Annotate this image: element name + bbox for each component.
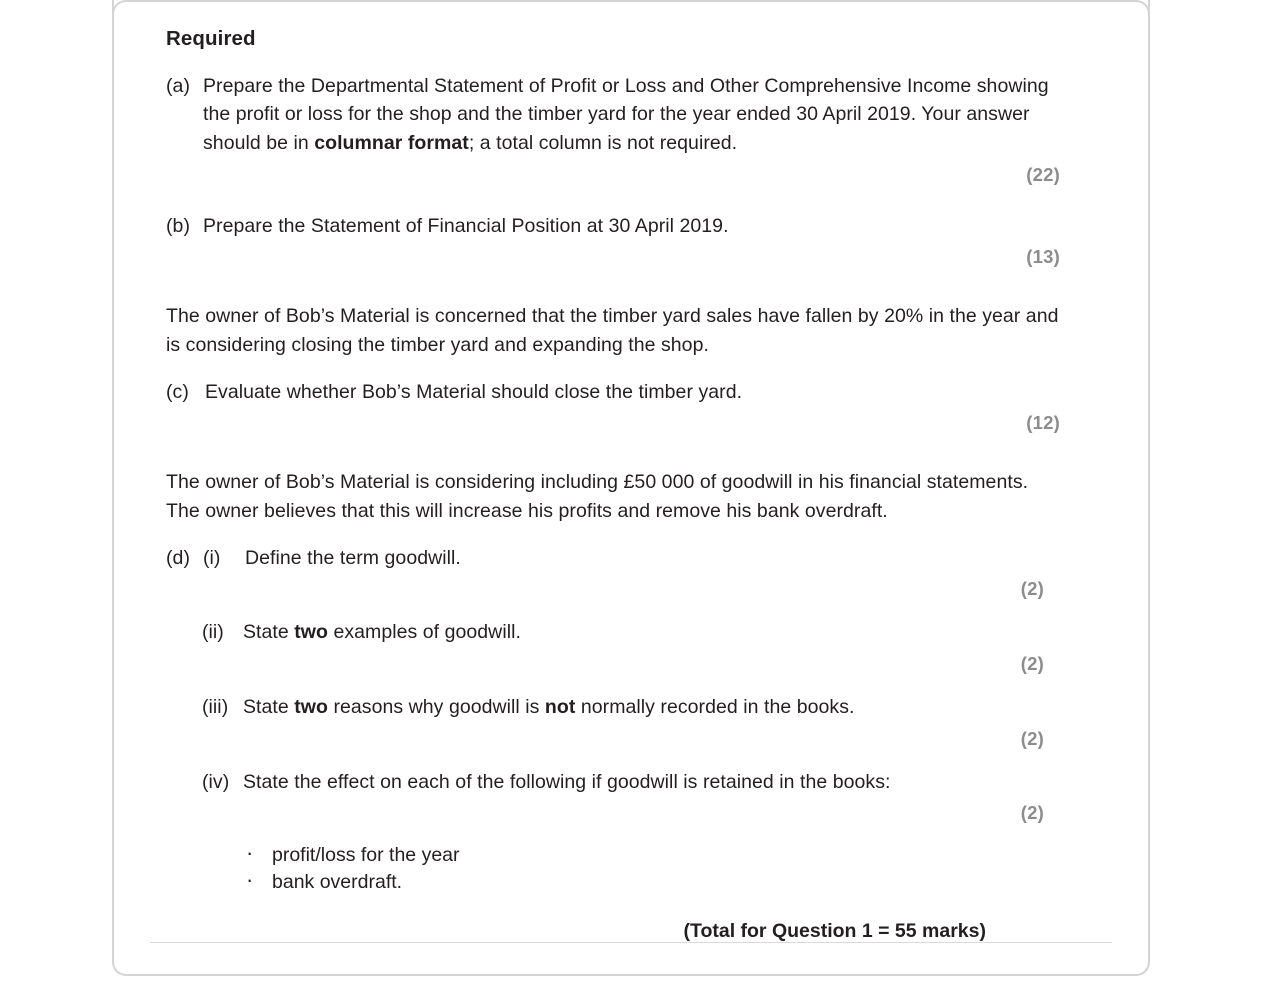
part-d-iii-text-2: reasons why goodwill is: [327, 695, 545, 718]
part-a-text-2: ; a total column is not required.: [468, 131, 738, 154]
part-c-text: Evaluate whether Bob’s Material should close the timber yard.: [205, 380, 743, 403]
question-part-c: [166, 378, 1066, 435]
question-part-a: [166, 72, 1066, 186]
part-d-iii-bold-2: not: [544, 695, 576, 718]
part-d-i-label: (i): [203, 546, 221, 569]
question-part-d: [166, 544, 1066, 896]
page-title: Required: [166, 27, 256, 50]
part-d-ii-label: (ii): [202, 621, 224, 644]
list-item: · bank overdraft.: [240, 869, 1066, 896]
part-a-bold-1: columnar format: [314, 131, 469, 154]
part-a-text: [203, 72, 1066, 158]
part-b-marks: (13): [1026, 246, 1060, 268]
part-d-ii-text: [243, 618, 1066, 647]
part-b-label: (b): [166, 214, 190, 237]
part-a-marks: (22): [1026, 163, 1060, 185]
question-content: [166, 26, 1066, 943]
exam-page: [112, 0, 1150, 976]
part-d-ii-marks: (2): [1020, 652, 1044, 674]
part-d-iv-marks: (2): [1020, 802, 1044, 824]
part-b-text: Prepare the Statement of Financial Position at 30 April 2019.: [203, 214, 729, 237]
part-d-iii-text-1: State: [243, 695, 295, 718]
question-part-b: [166, 212, 1066, 269]
part-d-iii-text: [243, 693, 1066, 722]
part-d-iv-text: State the effect on each of the following if goodwill is retained in the books:: [243, 770, 891, 793]
part-d-ii-text-2: examples of goodwill.: [327, 621, 521, 644]
goodwill-effects-list: [166, 842, 1066, 896]
footer-divider: [150, 942, 1112, 943]
part-a-text-1: Prepare the Departmental Statement of Profit or Loss and Other Comprehensive Income showing the profit or loss for the shop and the timber yard for the year ended 30 April 2019. Your answer should be in: [203, 74, 1049, 154]
part-d-iii-label: (iii): [202, 695, 229, 718]
part-d-iii-bold-1: two: [294, 695, 328, 718]
part-d-ii-text-1: State: [243, 621, 295, 644]
part-d-ii-bold-1: two: [294, 621, 328, 644]
part-d-label: (d): [166, 546, 190, 569]
list-item: · profit/loss for the year: [240, 842, 1066, 869]
part-c-marks: (12): [1026, 412, 1060, 434]
part-d-iv-label: (iv): [202, 770, 230, 793]
part-a-label: (a): [166, 74, 190, 97]
part-c-label: (c): [166, 380, 189, 403]
part-d-i-text: Define the term goodwill.: [245, 546, 461, 569]
total-marks-line: (Total for Question 1 = 55 marks): [683, 919, 986, 942]
part-d-iii-text-3: normally recorded in the books.: [575, 695, 855, 718]
part-d-i-marks: (2): [1020, 578, 1044, 600]
intro-paragraph-1: The owner of Bob’s Material is concerned that the timber yard sales have fallen by 20% in the year and is considering closing the timber yard and expanding the shop.: [166, 305, 1059, 356]
intro-paragraph-2: The owner of Bob’s Material is considering including £50 000 of goodwill in his financial statements. The owner believes that this will increase his profits and remove his bank overdraft.: [166, 471, 1029, 522]
part-d-iii-marks: (2): [1020, 727, 1044, 749]
